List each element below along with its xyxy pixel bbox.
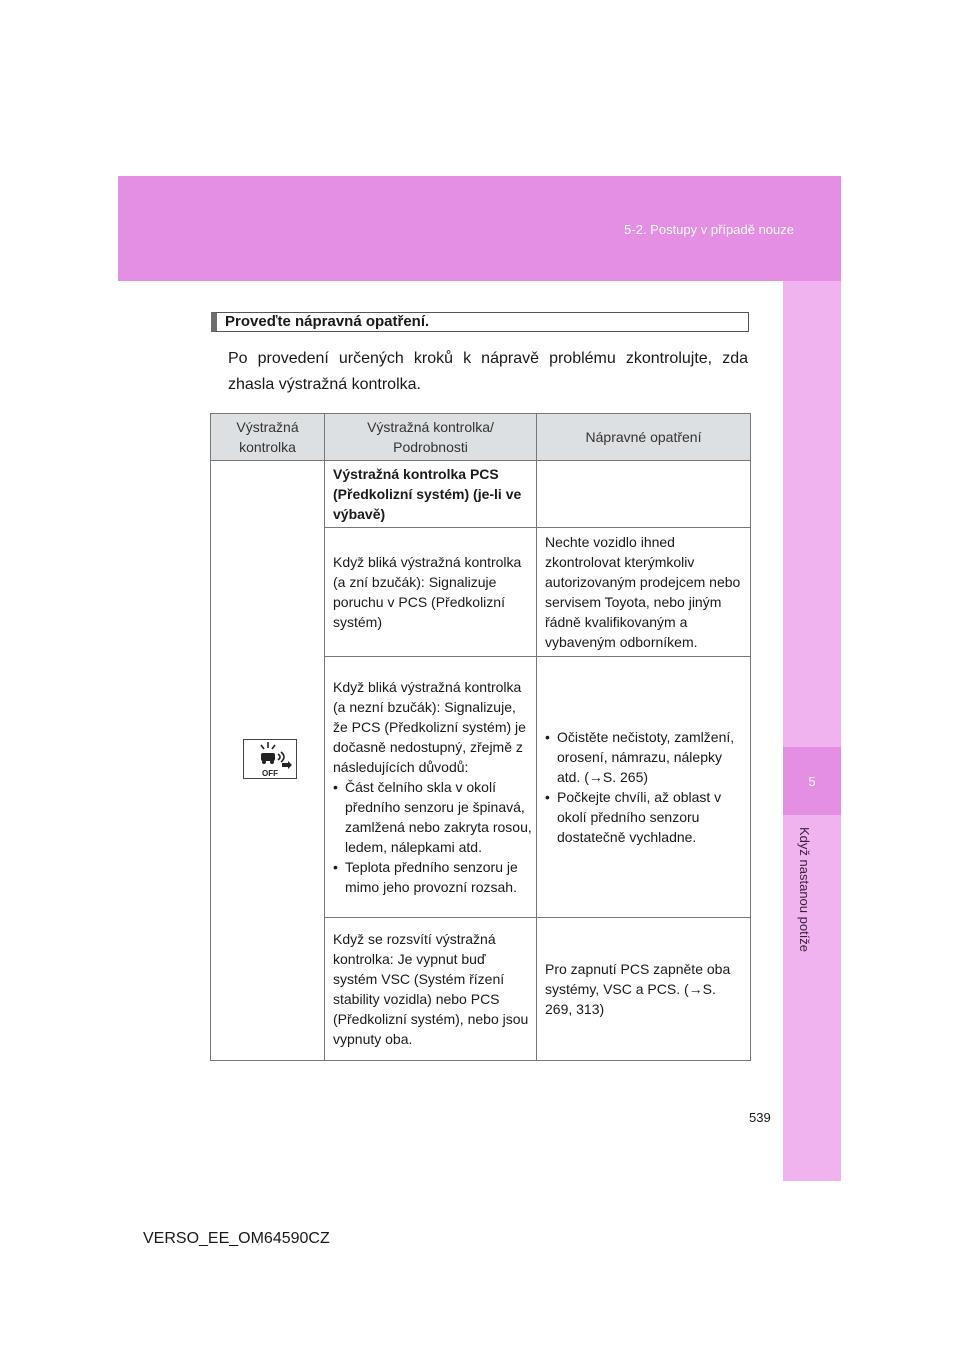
warning-light-table bbox=[210, 413, 751, 1061]
action-cell bbox=[537, 657, 751, 918]
intro-paragraph: Po provedení určených kroků k nápravě problému zkontrolujte, zda zhasla výstražná kontrolka. bbox=[228, 350, 748, 393]
svg-text:OFF: OFF bbox=[261, 768, 278, 778]
action-bullet-list bbox=[545, 727, 746, 847]
list-item: • Část čelního skla v okolí předního senzoru je špinavá, zamlžená nebo zakryta rosou, ledem, nálepkami atd. bbox=[333, 777, 532, 857]
chapter-title: Když nastanou potíže bbox=[797, 827, 812, 953]
list-item: • Očistěte nečistoty, zamlžení, orosení, námrazu, nálepky atd. (→S. 265) bbox=[545, 727, 746, 787]
warning-light-name: Výstražná kontrolka PCS (Předkolizní systém) (je-li ve výbavě) bbox=[325, 461, 537, 528]
table-header-row bbox=[211, 414, 751, 461]
details-cell bbox=[325, 657, 537, 918]
list-item: • Teplota předního senzoru je mimo jeho provozní rozsah. bbox=[333, 857, 532, 897]
section-heading: Proveďte nápravná opatření. bbox=[211, 312, 749, 332]
footer-document-code: VERSO_EE_OM64590CZ bbox=[143, 1230, 330, 1247]
pcs-off-warning-icon bbox=[243, 739, 297, 779]
details-text: Když bliká výstražná kontrolka (a nezní bzučák): Signalizuje, že PCS (Předkolizní systém) je dočasně nedostupný, zřejmě z následujících důvodů: bbox=[333, 679, 526, 775]
chapter-number: 5 bbox=[783, 747, 841, 815]
section-breadcrumb: 5-2. Postupy v případě nouze bbox=[624, 222, 794, 237]
chapter-side-tab bbox=[783, 281, 841, 1181]
details-bullet-list bbox=[333, 777, 532, 897]
empty-cell bbox=[537, 461, 751, 528]
column-header-details: Výstražná kontrolka/ Podrobnosti bbox=[325, 414, 537, 461]
icon-cell bbox=[211, 461, 325, 1061]
details-cell: Když se rozsvítí výstražná kontrolka: Je vypnut buď systém VSC (Systém řízení stability vozidla) nebo PCS (Předkolizní systém), nebo jsou vypnuty oba. bbox=[325, 918, 537, 1061]
column-header-action: Nápravné opatření bbox=[537, 414, 751, 461]
header-band bbox=[118, 176, 841, 281]
page-number: 539 bbox=[749, 1110, 771, 1125]
details-cell: Když bliká výstražná kontrolka (a zní bzučák): Signalizuje poruchu v PCS (Předkolizní systém) bbox=[325, 528, 537, 657]
column-header-light: Výstražná kontrolka bbox=[211, 414, 325, 461]
table-row bbox=[211, 461, 751, 528]
action-cell: Nechte vozidlo ihned zkontrolovat kterýmkoliv autorizovaným prodejcem nebo servisem Toyota, nebo jiným řádně kvalifikovaným a vybaveným odborníkem. bbox=[537, 528, 751, 657]
list-item: • Počkejte chvíli, až oblast v okolí předního senzoru dostatečně vychladne. bbox=[545, 787, 746, 847]
action-cell: Pro zapnutí PCS zapněte oba systémy, VSC a PCS. (→S. 269, 313) bbox=[537, 918, 751, 1061]
